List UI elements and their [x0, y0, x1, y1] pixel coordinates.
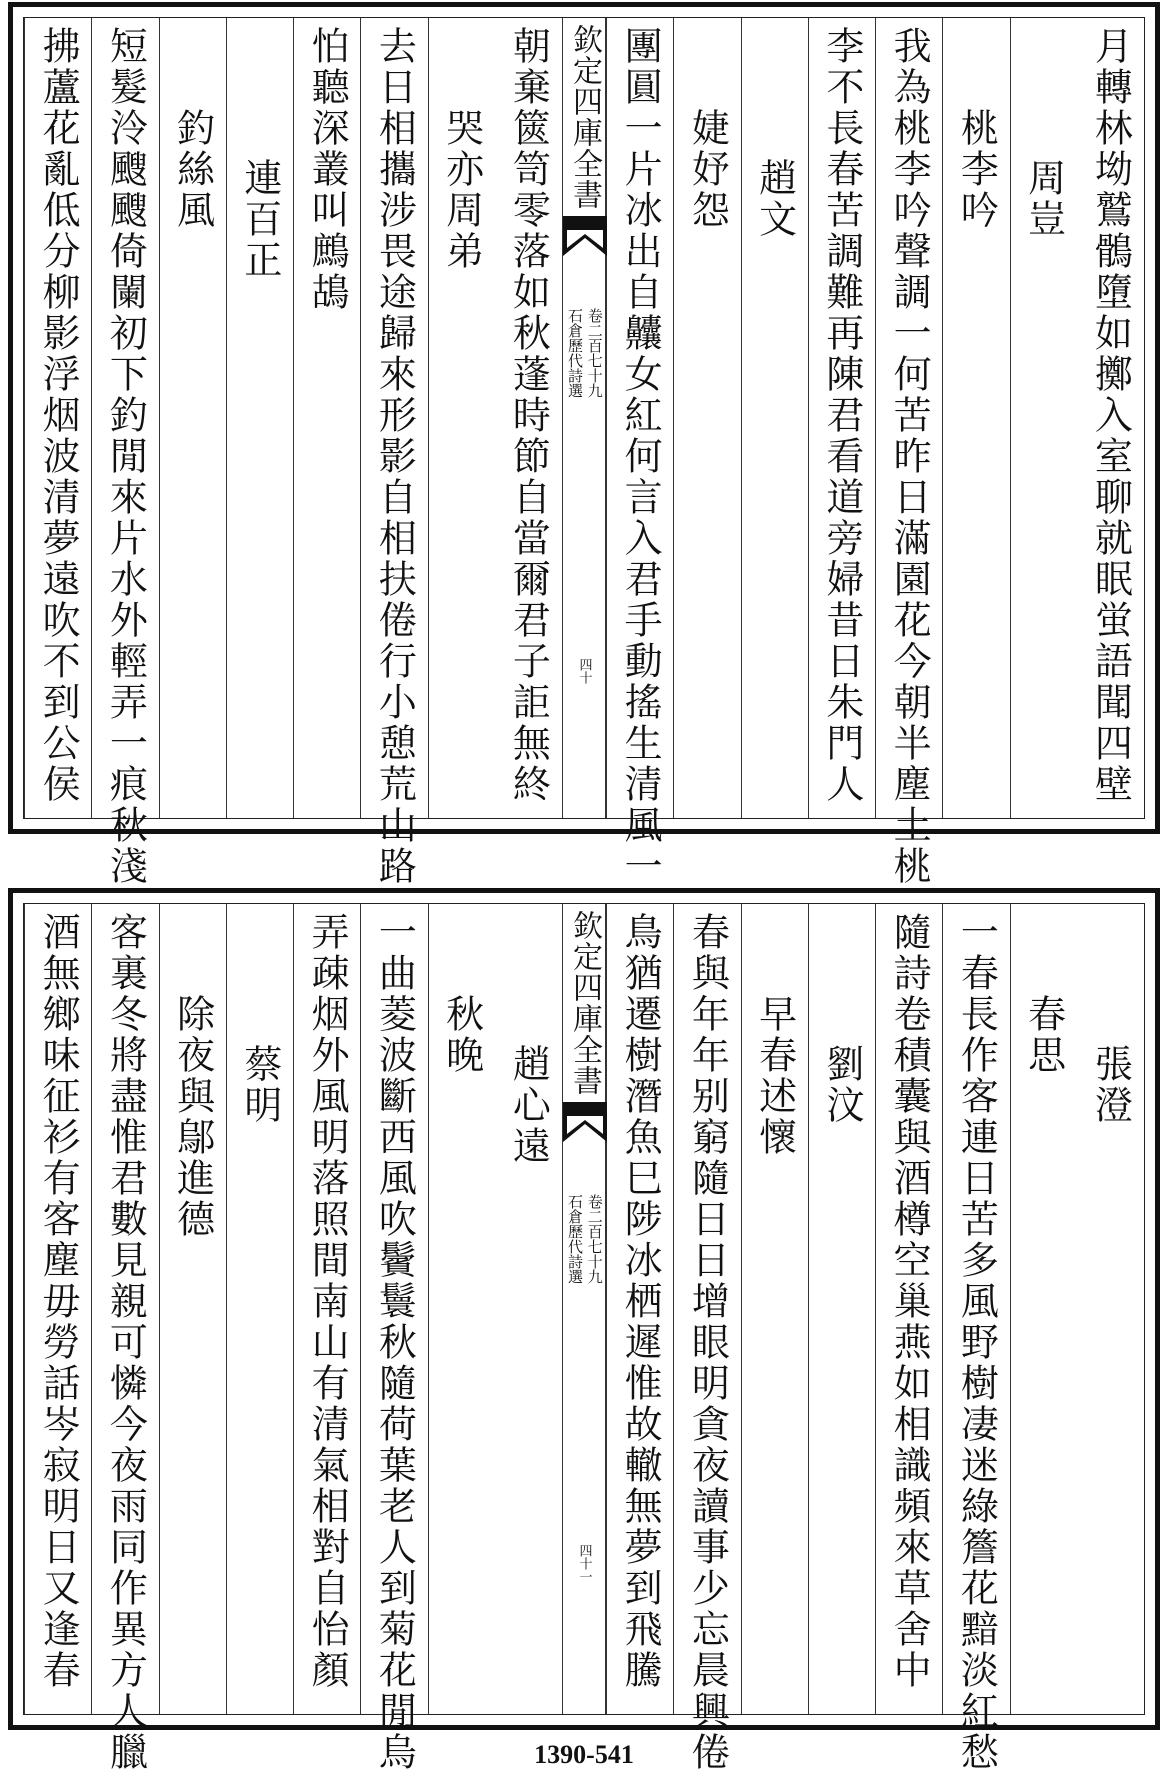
author-name: 連百正: [237, 158, 282, 281]
poem-title: 婕妤怨: [685, 108, 730, 231]
text-column: [673, 904, 740, 1773]
text-column: [808, 18, 875, 818]
gutter-title: 欽定四庫全書: [567, 24, 602, 210]
text-column: [673, 18, 740, 818]
text-column: [741, 18, 808, 818]
text-column: [293, 18, 360, 818]
page-number: 1390-541: [534, 1740, 634, 1769]
fishtail-mark: [563, 1102, 607, 1146]
top-page-panel: [8, 2, 1160, 887]
text-column: [875, 18, 942, 887]
poem-line: 怕聽深叢叫鷓鴣: [305, 26, 350, 313]
poem-line: 弄疎烟外風明落照間南山有清氣相對自怡顏: [305, 912, 350, 1691]
poem-line: 朝棄篋笥零落如秋蓬時節自當爾君子詎無終: [506, 26, 551, 805]
text-column: [226, 904, 293, 1714]
gutter-volume: 卷二百七十九: [585, 308, 604, 398]
poem-title: 除夜與鄔進德: [170, 994, 215, 1240]
text-column: [495, 18, 562, 818]
text-column: [942, 18, 1009, 818]
gutter-book-title: 石倉歷代詩選: [566, 308, 584, 398]
poem-line: 拂蘆花亂低分柳影浮烟波清夢遠吹不到公侯: [36, 26, 81, 805]
text-column: [741, 904, 808, 1714]
gutter-volume: 卷二百七十九: [585, 1194, 604, 1284]
text-column: [495, 904, 562, 1714]
poem-line: 李不長春苦調難再陳君看道旁婦昔日朱門人: [819, 26, 864, 805]
text-column: [91, 18, 158, 887]
text-column: [1010, 904, 1077, 1714]
poem-line: 我為桃李吟聲調一何苦昨日滿園花今朝半塵土桃: [887, 26, 932, 887]
text-column: [24, 904, 91, 1714]
text-column: [428, 18, 495, 818]
text-column: [1010, 18, 1077, 818]
text-column: [293, 904, 360, 1714]
poem-line: 團圓一片冰出自齉女紅何言入君手動搖生清風一: [618, 26, 663, 887]
poem-title: 哭亦周弟: [439, 108, 484, 272]
author-name: 張澄: [1088, 1044, 1133, 1126]
poem-line: 月轉林坳鷲鶻墮如擲入室聊就眠蛍語聞四壁: [1088, 26, 1133, 805]
poem-line: 酒無鄉味征衫有客塵毋勞話岑寂明日又逢春: [36, 912, 81, 1691]
center-gutter: [562, 904, 606, 1714]
text-column: [808, 904, 875, 1714]
text-column: [606, 904, 673, 1714]
poem-line: 鳥猶遷樹潛魚巳陟冰栖遲惟故轍無夢到飛騰: [618, 912, 663, 1691]
poem-title: 春思: [1021, 994, 1066, 1076]
text-column: [24, 18, 91, 818]
author-name: 蔡明: [237, 1044, 282, 1126]
author-name: 趙心遠: [506, 1044, 551, 1167]
gutter-book-title: 石倉歷代詩選: [566, 1194, 584, 1284]
gutter-folio-number: 四十一: [576, 1544, 592, 1583]
fishtail-mark: [563, 216, 607, 260]
gutter-folio-number: 四十: [576, 658, 592, 684]
poem-line: 去日相攜涉畏途歸來形影自相扶倦行小憩荒山路: [372, 26, 417, 887]
poem-line: 春與年年别窮隨日日增眼明貪夜讀事少忘晨興倦: [685, 912, 730, 1773]
poem-line: 隨詩卷積囊與酒樽空巢燕如相識頻來草舍中: [887, 912, 932, 1691]
center-gutter: [562, 18, 606, 818]
text-column: [875, 904, 942, 1714]
text-column: [226, 18, 293, 818]
poem-title: 釣絲風: [170, 108, 215, 231]
text-column: [606, 18, 673, 887]
text-column: [942, 904, 1009, 1773]
gutter-title: 欽定四庫全書: [567, 910, 602, 1096]
author-name: 周豈: [1021, 158, 1066, 240]
text-column: [1077, 904, 1144, 1714]
author-name: 劉汶: [819, 1044, 864, 1126]
poem-title: 桃李吟: [954, 108, 999, 231]
text-column: [1077, 18, 1144, 818]
text-column: [159, 18, 226, 818]
poem-line: 一曲菱波斷西風吹鬢鬟秋隨荷葉老人到菊花閒烏: [372, 912, 417, 1773]
text-column: [360, 18, 427, 887]
poem-line: 短髮泠颼颼倚闌初下釣閒來片水外輕弄一痕秋淺: [103, 26, 148, 887]
poem-title: 秋晚: [439, 994, 484, 1076]
poem-line: 客裏冬將盡惟君數見親可憐今夜雨同作異方人臘: [103, 912, 148, 1773]
poem-title: 早春述懷: [752, 994, 797, 1158]
author-name: 趙文: [752, 158, 797, 240]
text-column: [360, 904, 427, 1773]
text-column: [91, 904, 158, 1773]
text-column: [428, 904, 495, 1714]
poem-line: 一春長作客連日苦多風野樹凄迷綠簷花黯淡紅愁: [954, 912, 999, 1773]
text-column: [159, 904, 226, 1714]
top-page-frame: [23, 17, 1145, 887]
